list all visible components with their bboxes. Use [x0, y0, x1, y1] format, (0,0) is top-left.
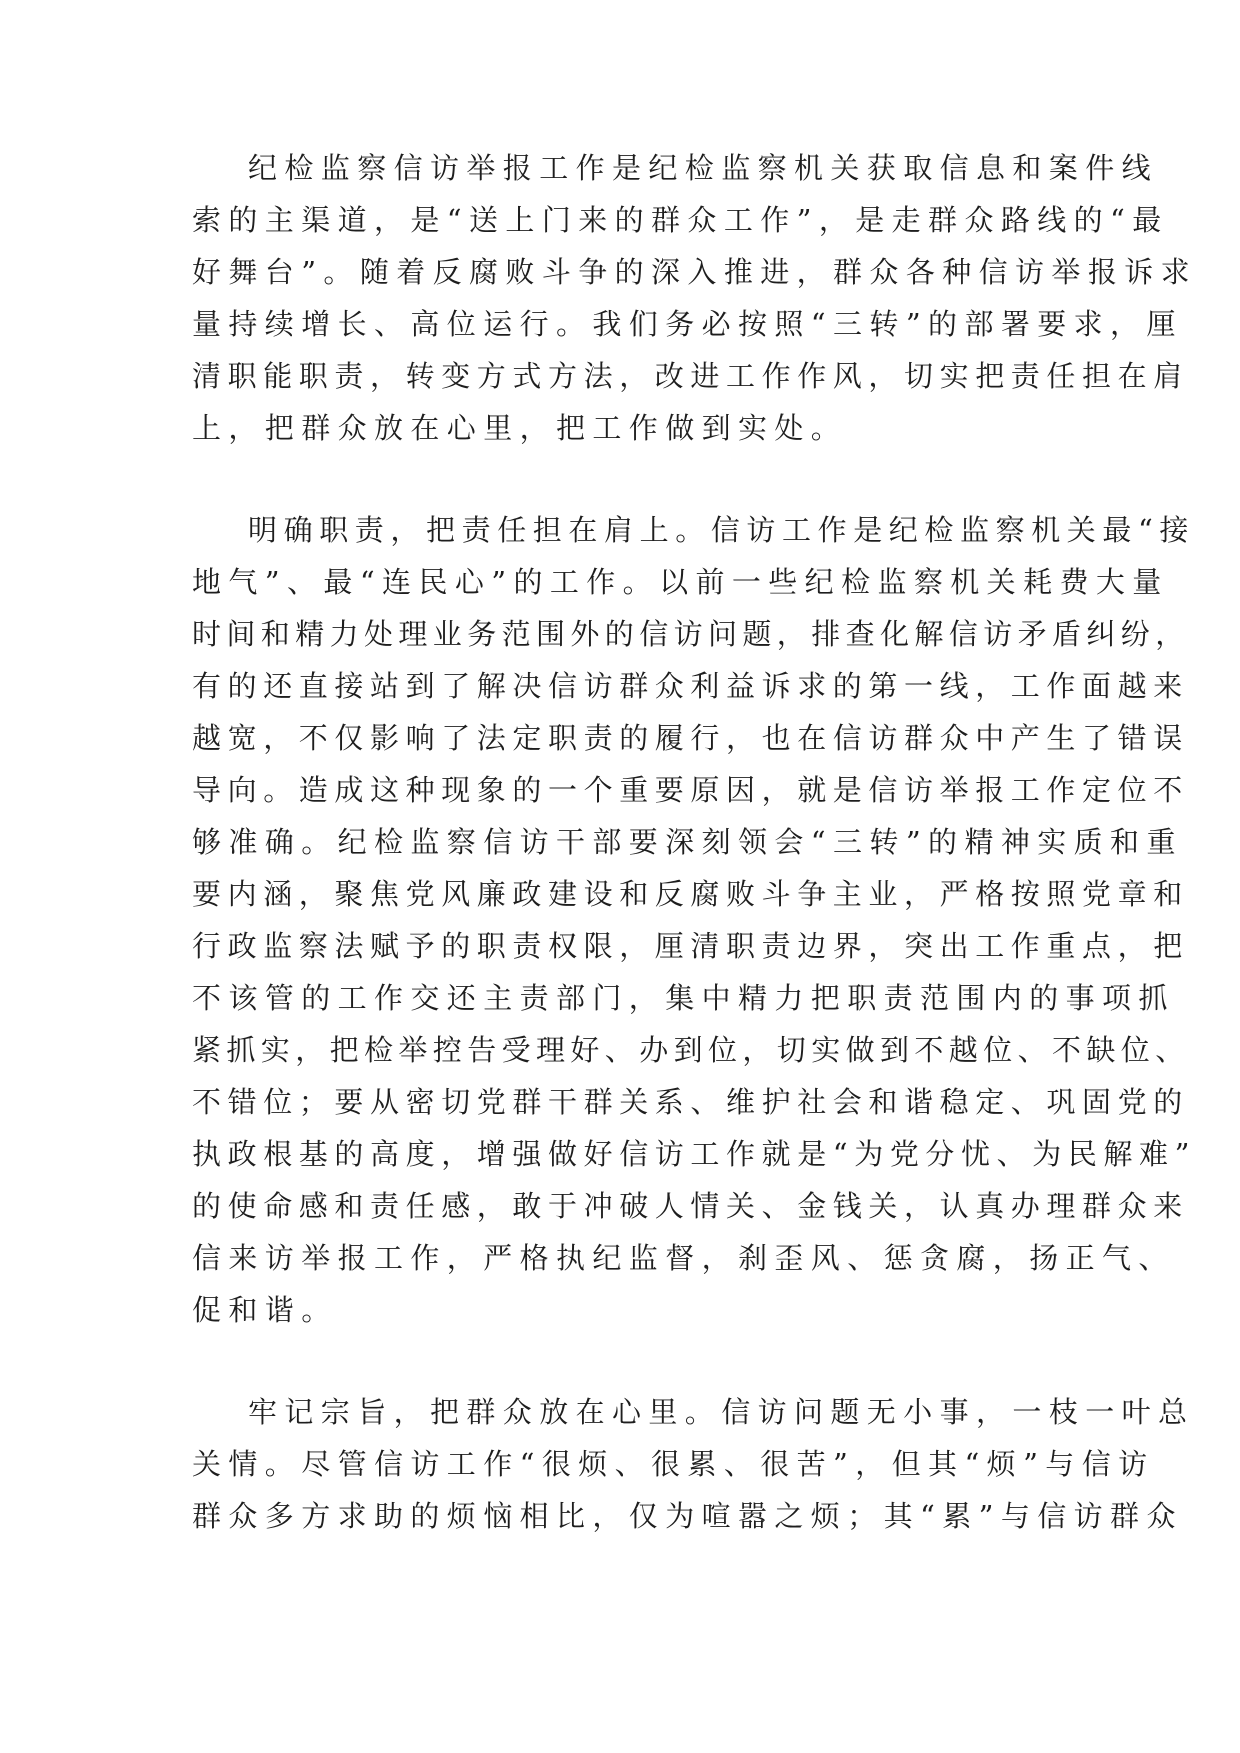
paragraph-line: 时间和精力处理业务范围外的信访问题，排查化解信访矛盾纠纷， [192, 617, 1190, 651]
paragraph-line: 不该管的工作交还主责部门，集中精力把职责范围内的事项抓 [192, 981, 1175, 1015]
paragraph-line: 要内涵，聚焦党风廉政建设和反腐败斗争主业，严格按照党章和 [192, 877, 1189, 911]
paragraph-line: 导向。造成这种现象的一个重要原因，就是信访举报工作定位不 [192, 773, 1189, 807]
paragraph-line: 群众多方求助的烦恼相比，仅为喧嚣之烦；其“累”与信访群众 [192, 1499, 1183, 1533]
paragraph-line: 够准确。纪检监察信访干部要深刻领会“三转”的精神实质和重 [192, 825, 1183, 859]
paragraph-line: 信来访举报工作，严格执纪监督，刹歪风、惩贪腐，扬正气、 [192, 1241, 1175, 1275]
paragraph-line: 量持续增长、高位运行。我们务必按照“三转”的部署要求，厘 [192, 307, 1183, 341]
paragraph-line: 上，把群众放在心里，把工作做到实处。 [192, 411, 848, 445]
paragraph-line: 牢记宗旨，把群众放在心里。信访问题无小事，一枝一叶总 [248, 1395, 1195, 1429]
paragraph-line: 关情。尽管信访工作“很烦、很累、很苦”，但其“烦”与信访 [192, 1447, 1155, 1481]
paragraph-line: 纪检监察信访举报工作是纪检监察机关获取信息和案件线 [248, 151, 1159, 185]
paragraph-line: 不错位；要从密切党群干群关系、维护社会和谐稳定、巩固党的 [192, 1085, 1189, 1119]
paragraph-line: 索的主渠道，是“送上门来的群众工作”，是走群众路线的“最 [192, 203, 1169, 237]
paragraph-line: 的使命感和责任感，敢于冲破人情关、金钱关，认真办理群众来 [192, 1189, 1189, 1223]
paragraph-line: 有的还直接站到了解决信访群众利益诉求的第一线，工作面越来 [192, 669, 1189, 703]
paragraph-line: 越宽，不仅影响了法定职责的履行，也在信访群众中产生了错误 [192, 721, 1189, 755]
paragraph-line: 行政监察法赋予的职责权限，厘清职责边界，突出工作重点，把 [192, 929, 1189, 963]
paragraph-line: 地气”、最“连民心”的工作。以前一些纪检监察机关耗费大量 [192, 565, 1169, 599]
paragraph-line: 明确职责，把责任担在肩上。信访工作是纪检监察机关最“接 [248, 513, 1196, 547]
paragraph-line: 促和谐。 [192, 1293, 338, 1327]
paragraph-line: 紧抓实，把检举控告受理好、办到位，切实做到不越位、不缺位、 [192, 1033, 1190, 1067]
paragraph-line: 执政根基的高度，增强做好信访工作就是“为党分忧、为民解难” [192, 1137, 1197, 1171]
paragraph-line: 清职能职责，转变方式方法，改进工作作风，切实把责任担在肩 [192, 359, 1189, 393]
paragraph-line: 好舞台”。随着反腐败斗争的深入推进，群众各种信访举报诉求 [192, 255, 1198, 289]
